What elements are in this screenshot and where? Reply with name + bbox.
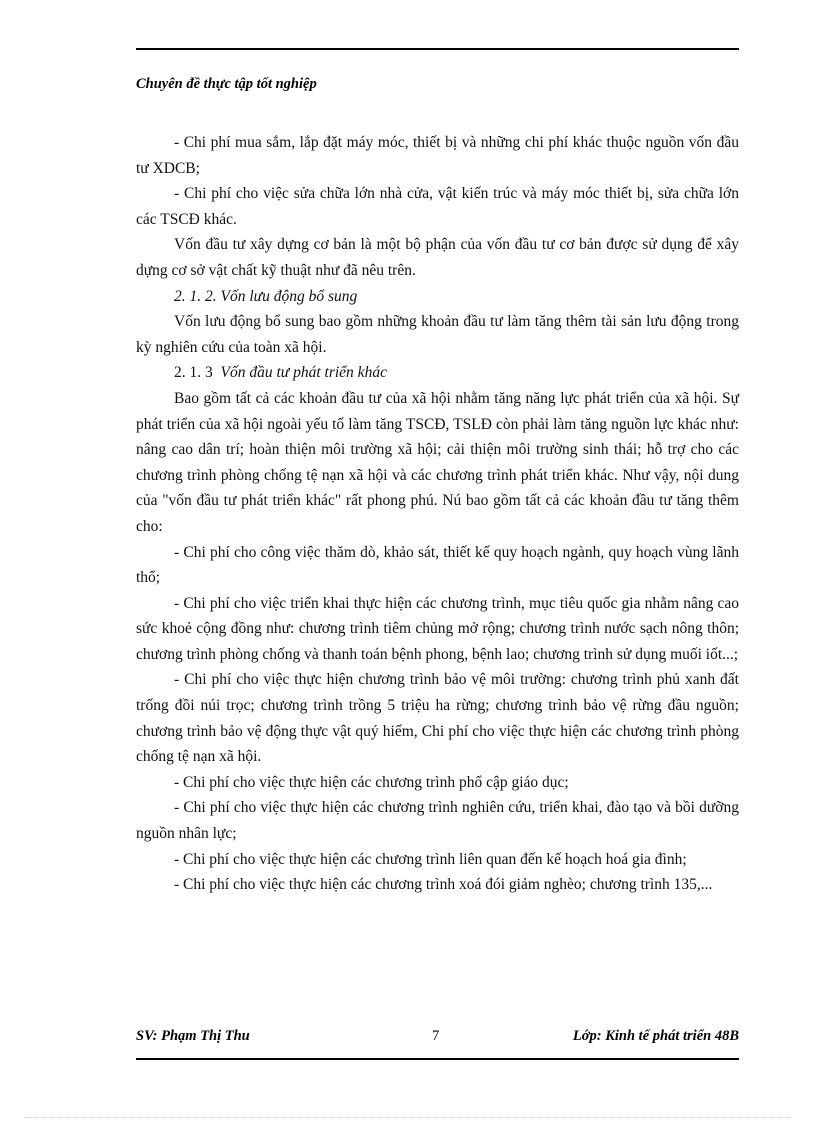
section-title: Vốn đầu tư phát triển khác bbox=[220, 364, 387, 382]
running-header: Chuyên đề thực tập tốt nghiệp bbox=[136, 76, 317, 92]
paragraph: - Chi phí cho công việc thăm dò, khảo sát, thiết kế quy hoạch ngành, quy hoạch vùng lãnh thổ; bbox=[136, 543, 739, 587]
page-body bbox=[136, 130, 739, 898]
paragraph: Vốn lưu động bổ sung bao gồm những khoản đầu tư làm tăng thêm tài sản lưu động trong kỳ nghiên cứu của toàn xã hội. bbox=[136, 313, 739, 356]
paragraph: - Chi phí cho việc thực hiện các chương trình phổ cập giáo dục; bbox=[174, 773, 569, 791]
paragraph: - Chi phí mua sắm, lắp đặt máy móc, thiết bị và những chi phí khác thuộc nguồn vốn đầu tư XDCB; bbox=[136, 134, 739, 177]
paragraph: - Chi phí cho việc triển khai thực hiện các chương trình, mục tiêu quốc gia nhằm nâng cao sức khoẻ cộng đồng như: chương trình tiêm chủng mở rộng; chương trình nước sạch nông thôn; chương trình phòng chống và thanh toán bệnh phong, bệnh lao; chương trình sử dụng muối iốt...; bbox=[136, 594, 739, 663]
paragraph: Bao gồm tất cả các khoản đầu tư của xã hội nhằm tăng năng lực phát triển của xã hội. Sự phát triển của xã hội ngoài yếu tố làm tăng TSCĐ, TSLĐ còn phải làm tăng nguồn lực khác như: nâng cao dân trí; hoàn thiện môi trường xã hội; cải thiện môi trường sinh thái; hỗ trợ cho các chương trình phòng chống tệ nạn xã hội và các chương trình phát triển khác. Như vậy, nội dung của "vốn đầu tư phát triển khác" rất phong phú. Nú bao gồm tất cả các khoản đầu tư tăng thêm cho: bbox=[136, 389, 739, 535]
header-rule bbox=[136, 48, 739, 50]
paragraph: Vốn đầu tư xây dựng cơ bản là một bộ phận của vốn đầu tư cơ bản được sử dụng để xây dựng cơ sở vật chất kỹ thuật như đã nêu trên. bbox=[136, 236, 739, 279]
paragraph: - Chi phí cho việc thực hiện các chương trình nghiên cứu, triển khai, đào tạo và bồi dưỡng nguồn nhân lực; bbox=[136, 799, 739, 843]
paragraph: - Chi phí cho việc thực hiện các chương trình liên quan đến kế hoạch hoá gia đình; bbox=[174, 850, 687, 868]
section-heading-2-1-2: 2. 1. 2. Vốn lưu động bổ sung bbox=[174, 287, 358, 305]
footer-student-name: SV: Phạm Thị Thu bbox=[136, 1028, 250, 1044]
footer-class-name: Lớp: Kinh tế phát triển 48B bbox=[572, 1028, 739, 1044]
paragraph: - Chi phí cho việc thực hiện các chương trình xoá đói giảm nghèo; chương trình 135,... bbox=[174, 876, 713, 894]
page-number: 7 bbox=[432, 1028, 440, 1044]
paragraph: - Chi phí cho việc thực hiện chương trình bảo vệ môi trường: chương trình phủ xanh đất trống đồi núi trọc; chương trình trồng 5 triệu ha rừng; chương trình bảo vệ rừng đầu nguồn; chương trình bảo vệ động thực vật quý hiếm, Chi phí cho việc thực hiện các chương trình phòng chống tệ nạn xã hội. bbox=[136, 671, 739, 766]
footer-rule bbox=[136, 1058, 739, 1060]
section-heading-2-1-3 bbox=[136, 360, 739, 386]
page-edge-dotted-line bbox=[24, 1117, 792, 1118]
running-footer bbox=[136, 1028, 739, 1048]
paragraph: - Chi phí cho việc sửa chữa lớn nhà cửa, vật kiến trúc và máy móc thiết bị, sửa chữa lớn các TSCĐ khác. bbox=[136, 185, 739, 228]
section-number: 2. 1. 3 bbox=[174, 364, 213, 382]
